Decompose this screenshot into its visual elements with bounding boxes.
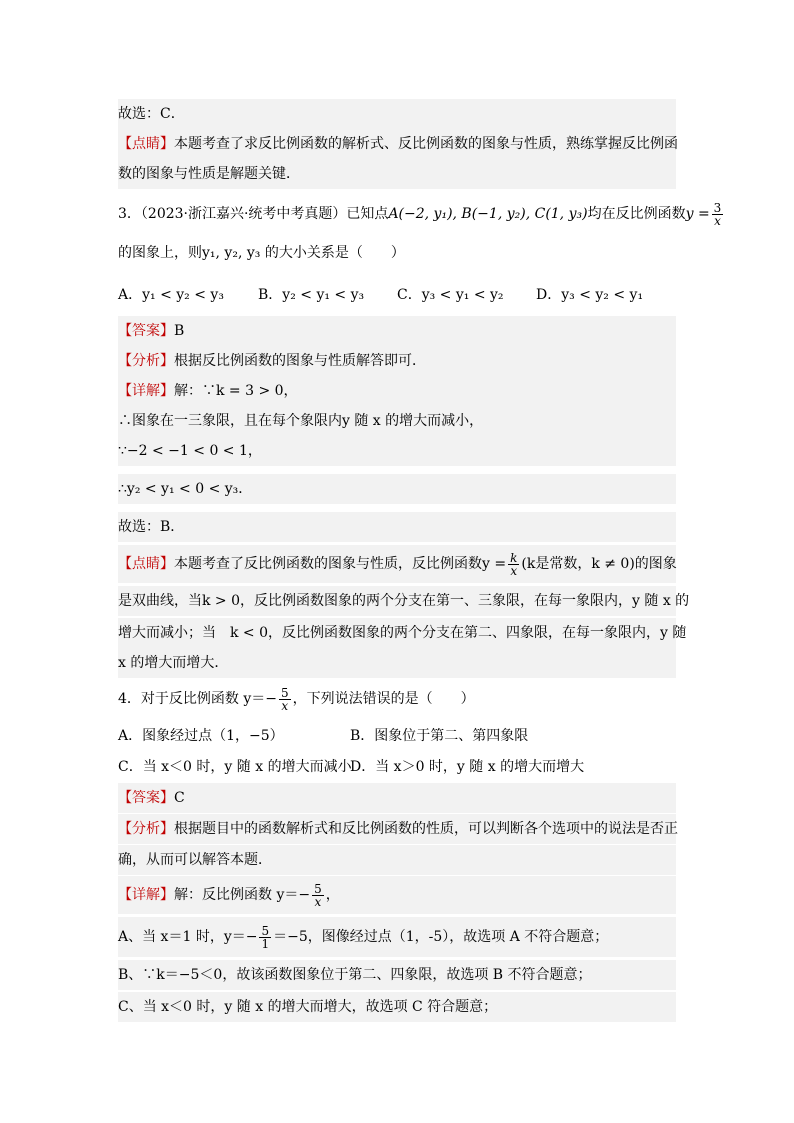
tag-detail: 【详解】 [118,383,174,399]
math-points: A(−2, y₁), B(−1, y₂), C(1, y₃) [388,206,588,222]
point-3-line-3 [118,618,687,648]
tag-analysis: 【分析】 [118,821,174,837]
detail-3-line-5 [118,512,676,542]
tag-answer: 【答案】 [118,323,174,339]
point-3-line-2 [118,586,690,616]
text: C、当 x＜0 时，y 随 x 的增大而增大，故选项 C 符合题意； [118,999,498,1015]
fraction [508,552,519,577]
tag-answer: 【答案】 [118,790,174,806]
option-a: A．y₁ < y₂ < y₃ [118,287,224,303]
denominator: x [314,894,322,909]
detail-3-line-3 [118,436,676,466]
text: 本题考查了反比例函数的图象与性质，反比例函数y = [174,556,507,572]
analysis-4-line-2 [118,845,676,875]
analysis-3 [118,346,676,376]
option-c: C．当 x＜0 时，y 随 x 的增大而减小 [118,759,352,775]
point-3-line-4 [118,648,676,678]
point-3 [118,545,676,583]
detail-3 [118,376,676,406]
text: 根据反比例函数的图象与性质解答即可． [174,353,426,369]
fraction [279,687,291,712]
analysis-4 [118,814,676,844]
text: 数的图象与性质是解题关键． [118,166,300,182]
text: 解：反比例函数 y＝− [174,887,311,903]
option-b: B．图象位于第二、第四象限 [350,728,529,744]
text: ， [325,887,340,903]
text: B、∵k＝−5＜0，故该函数图象位于第二、四象限，故选项 B 不符合题意； [118,967,592,983]
denominator: x [510,563,518,578]
tag-analysis: 【分析】 [118,353,174,369]
numerator: 5 [261,923,270,938]
detail-3-line-4 [118,474,676,504]
question-3-stem-2 [118,238,676,268]
text: 4．对于反比例函数 y＝− [118,691,277,707]
question-4-stem [118,681,676,717]
point-line [118,129,676,159]
answer-value: C [174,790,185,806]
numerator: k [510,550,518,565]
text: 的图象上，则y₁, y₂, y₃ 的大小关系是（ ） [118,245,405,261]
text: 均在反比例函数 [587,206,686,222]
option-b: B．y₂ < y₁ < y₃ [258,287,365,303]
text: 增大而减小；当 k < 0，反比例函数图象的两个分支在第二、四象限，在每一象限内，y 随 [118,625,687,641]
option-a: A．图象经过点（1，−5） [118,728,284,744]
tag-dianjing: 【点睛】 [118,136,174,152]
denominator: 1 [261,936,270,951]
numerator: 5 [281,685,289,700]
math-func: y = [685,206,710,222]
text: 故选：B． [118,519,185,535]
answer-4 [118,783,676,813]
denominator: x [714,213,721,228]
answer-value: B [174,323,185,339]
option-c: C．y₃ < y₁ < y₂ [397,287,504,303]
text: ，下列说法错误的是（ ） [292,691,475,707]
numerator: 5 [314,881,322,896]
fraction [712,202,724,227]
text: 本题考查了求反比例函数的解析式、反比例函数的图象与性质，熟练掌握反比例函 [174,136,678,152]
option-d: D．当 x＞0 时，y 随 x 的增大而增大 [350,759,585,775]
question-4-options-row-2 [118,752,676,782]
answer-line [118,99,676,129]
text: ∴y₂ < y₁ < 0 < y₃． [118,481,253,497]
detail-3-line-2 [118,406,676,436]
question-3-options [118,280,676,310]
question-number: 3．（2023·浙江嘉兴·统考中考真题）已知点 [118,206,389,222]
question-3-stem [118,197,722,231]
text: ＝−5，图像经过点（1，-5），故选项 A 不符合题意； [273,929,609,945]
denominator: x [281,698,289,713]
text: (k是常数，k ≠ 0)的图象 [521,556,677,572]
text: 解：∵k = 3 > 0， [174,383,298,399]
option-d: D．y₃ < y₂ < y₁ [536,287,644,303]
detail-4-line-2 [118,917,676,957]
detail-4 [118,876,676,914]
text: A、当 x＝1 时，y＝− [118,929,258,945]
text: 故选：C． [118,106,185,122]
answer-3 [118,316,676,346]
numerator: 3 [713,200,722,215]
fraction [312,883,324,908]
text: ∵−2 < −1 < 0 < 1， [118,443,262,459]
point-line-2 [118,159,676,189]
text: 是双曲线，当k > 0，反比例函数图象的两个分支在第一、三象限，在每一象限内，y 随 x 的 [118,593,690,609]
text: 根据题目中的函数解析式和反比例函数的性质，可以判断各个选项中的说法是否正 [174,821,678,837]
text: x 的增大而增大． [118,655,229,671]
text: ∴图象在一三象限，且在每个象限内y 随 x 的增大而减小， [118,413,484,429]
tag-detail: 【详解】 [118,887,174,903]
fraction [259,925,271,950]
tag-dianjing: 【点睛】 [118,556,174,572]
text: 确，从而可以解答本题． [118,852,272,868]
question-4-options-row-1 [118,721,676,751]
detail-4-line-3 [118,960,676,990]
detail-4-line-4 [118,992,676,1022]
